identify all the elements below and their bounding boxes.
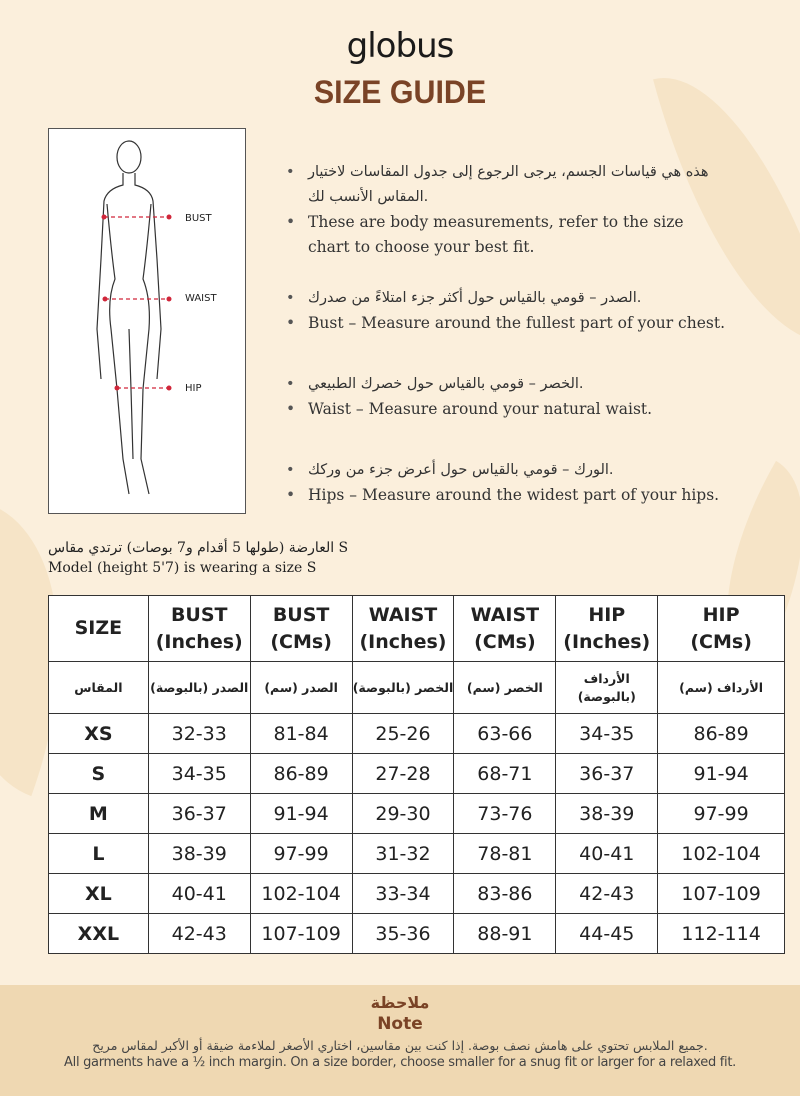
header-text: BUST (272, 603, 330, 626)
table-row (49, 754, 785, 794)
table-cell: 91-94 (250, 794, 352, 834)
table-cell: 107-109 (658, 874, 785, 914)
table-cell: 34-35 (556, 714, 658, 754)
table-cell: 27-28 (352, 754, 454, 794)
table-cell: 112-114 (658, 914, 785, 954)
table-cell: 32-33 (148, 714, 250, 754)
table-cell: 36-37 (556, 754, 658, 794)
table-cell: 29-30 (352, 794, 454, 834)
header-text: HIP (588, 603, 626, 626)
table-cell: 102-104 (250, 874, 352, 914)
model-info-en: Model (height 5'7) is wearing a size S (48, 560, 317, 576)
table-cell: 63-66 (454, 714, 556, 754)
size-table (48, 595, 785, 954)
note-section (0, 985, 800, 1096)
table-cell: 42-43 (556, 874, 658, 914)
table-row (49, 834, 785, 874)
column-header (352, 596, 454, 662)
column-header (49, 596, 149, 662)
table-cell: 36-37 (148, 794, 250, 834)
brand-logo: globus (346, 26, 454, 66)
note-text: All garments have a ½ inch margin. On a size border, choose smaller for a snug fit or larger for a relaxed fit. (64, 1055, 736, 1070)
bust-label: BUST (185, 213, 212, 224)
table-cell: 81-84 (250, 714, 352, 754)
header-text: (CMs) (270, 630, 332, 653)
header-text: WAIST (368, 603, 438, 626)
table-cell: 107-109 (250, 914, 352, 954)
header-text: (Inches) (359, 630, 447, 653)
column-header (658, 596, 785, 662)
model-info-ar: العارضة (طولها 5 أقدام و7 بوصات) ترتدي مقاس S (48, 540, 349, 556)
table-cell: 40-41 (148, 874, 250, 914)
table-cell: 78-81 (454, 834, 556, 874)
page-title: SIZE GUIDE (313, 74, 487, 110)
table-cell: 31-32 (352, 834, 454, 874)
table-cell: 33-34 (352, 874, 454, 914)
note-title-ar: ملاحظة (370, 993, 430, 1012)
model-info (48, 538, 348, 578)
column-header (556, 596, 658, 662)
table-cell: 25-26 (352, 714, 454, 754)
table-row (49, 874, 785, 914)
bullet-ar: • الصدر – قومي بالقياس حول أكثر جزء امتلاءً من صدرك. (286, 286, 726, 311)
table-cell: 97-99 (658, 794, 785, 834)
table-cell: 68-71 (454, 754, 556, 794)
table-cell: 40-41 (556, 834, 658, 874)
measurement-instructions (286, 160, 726, 532)
bullet-en: • Waist – Measure around your natural waist. (286, 397, 726, 422)
waist-label: WAIST (185, 293, 217, 304)
bullet-ar: • هذه هي قياسات الجسم، يرجى الرجوع إلى جدول المقاسات لاختيار المقاس الأنسب لك. (286, 160, 726, 210)
table-cell: 44-45 (556, 914, 658, 954)
column-header (148, 596, 250, 662)
size-cell: S (49, 754, 149, 794)
header-row (49, 596, 785, 662)
table-cell: 38-39 (556, 794, 658, 834)
table-row (49, 794, 785, 834)
header-text: BUST (170, 603, 228, 626)
column-header-ar: الصدر (سم) (250, 662, 352, 714)
table-cell: 102-104 (658, 834, 785, 874)
size-cell: XL (49, 874, 149, 914)
bullet-ar: • الورك – قومي بالقياس حول أعرض جزء من وركك. (286, 458, 726, 483)
bullet-ar: • الخصر – قومي بالقياس حول خصرك الطبيعي. (286, 372, 726, 397)
column-header-ar: الخصر (سم) (454, 662, 556, 714)
bullet-en: • Hips – Measure around the widest part of your hips. (286, 483, 726, 508)
note-title: Note (377, 1014, 423, 1034)
table-cell: 38-39 (148, 834, 250, 874)
header-row-ar (49, 662, 785, 714)
bullet-en: • Bust – Measure around the fullest part of your chest. (286, 311, 726, 336)
body-measurement-figure (48, 128, 246, 514)
header-text: (Inches) (563, 630, 651, 653)
table-cell: 86-89 (658, 714, 785, 754)
table-cell: 88-91 (454, 914, 556, 954)
header-text: HIP (702, 603, 740, 626)
column-header-ar: الصدر (بالبوصة) (148, 662, 250, 714)
note-text-ar: جميع الملابس تحتوي على هامش نصف بوصة. إذا كنت بين مقاسين، اختاري الأصغر لملاءمة ضيقة أو الأكبر لمقاس مريح. (92, 1038, 708, 1053)
table-cell: 42-43 (148, 914, 250, 954)
column-header-ar: الأرداف (سم) (658, 662, 785, 714)
table-cell: 34-35 (148, 754, 250, 794)
header-text: SIZE (74, 617, 123, 639)
header-text: (CMs) (690, 630, 752, 653)
body-silhouette-icon (49, 129, 247, 515)
table-cell: 35-36 (352, 914, 454, 954)
column-header-ar: المقاس (49, 662, 149, 714)
table-row (49, 914, 785, 954)
table-cell: 86-89 (250, 754, 352, 794)
size-cell: M (49, 794, 149, 834)
header-text: (CMs) (474, 630, 536, 653)
bullet-en: • These are body measurements, refer to the size chart to choose your best fit. (286, 210, 726, 260)
size-cell: L (49, 834, 149, 874)
table-cell: 97-99 (250, 834, 352, 874)
table-cell: 73-76 (454, 794, 556, 834)
header-text: (Inches) (155, 630, 243, 653)
column-header-ar: الخصر (بالبوصة) (352, 662, 454, 714)
table-cell: 91-94 (658, 754, 785, 794)
size-cell: XXL (49, 914, 149, 954)
header-text: WAIST (470, 603, 540, 626)
table-cell: 83-86 (454, 874, 556, 914)
size-cell: XS (49, 714, 149, 754)
hip-label: HIP (185, 383, 202, 394)
column-header (454, 596, 556, 662)
table-row (49, 714, 785, 754)
column-header (250, 596, 352, 662)
column-header-ar: الأرداف (بالبوصة) (556, 662, 658, 714)
